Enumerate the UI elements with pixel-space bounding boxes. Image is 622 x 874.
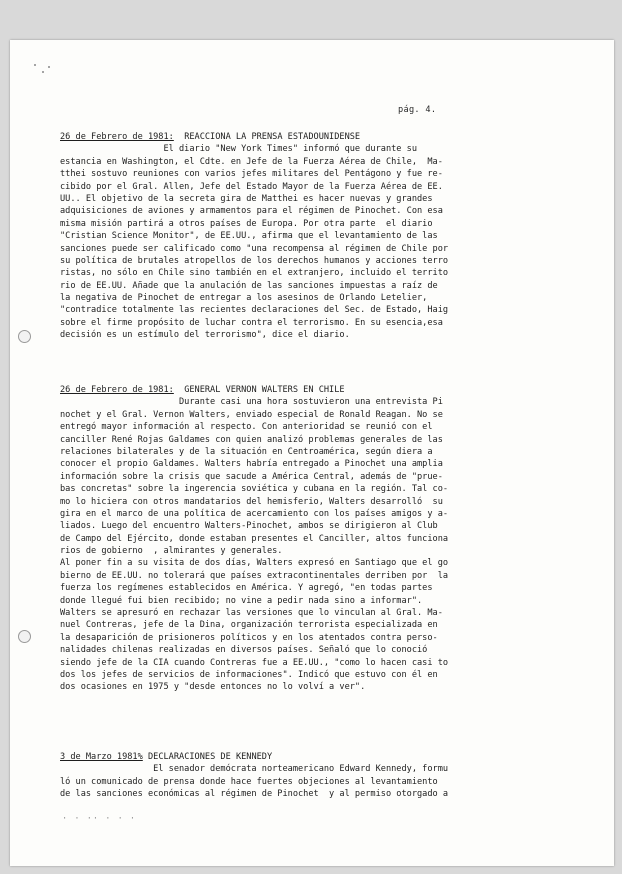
text-line: El senador demócrata norteamericano Edward Kennedy, formu	[60, 764, 449, 775]
text-line: sobre el firme propósito de luchar contra el terrorismo. En su esencia,esa	[60, 317, 443, 328]
paper-speck	[42, 71, 44, 73]
text-line: entregó mayor información al respecto. Con anterioridad se reunió con el	[60, 422, 433, 433]
text-line: de Campo del Ejército, donde estaban presentes el Canciller, altos funciona	[60, 533, 449, 544]
text-line: liados. Luego del encuentro Walters-Pinochet, ambos se dirigieron al Club	[60, 521, 438, 532]
text-line: Durante casi una hora sostuvieron una entrevista Pi	[60, 397, 443, 408]
section-heading	[60, 751, 582, 763]
text-line: rio de EE.UU. Añade que la anulación de las sanciones impuestas a raíz de	[60, 280, 438, 291]
section-title: REACCIONA LA PRENSA ESTADOUNIDENSE	[184, 132, 361, 142]
paper-speck	[34, 64, 36, 66]
section-1	[60, 131, 582, 342]
text-line: ló un comunicado de prensa donde hace fuertes objeciones al levantamiento	[60, 776, 438, 787]
text-line: bas concretas" sobre la ingerencia soviética y cubana en la región. Tal co-	[60, 484, 449, 495]
section-date: 26 de Febrero de 1981:	[60, 132, 174, 142]
document-page	[10, 40, 614, 866]
punch-hole	[18, 330, 31, 343]
text-line: su política de brutales atropellos de los derechos humanos y acciones terro	[60, 255, 449, 266]
section-title: GENERAL VERNON WALTERS EN CHILE	[184, 385, 345, 395]
text-line: Al poner fin a su visita de dos días, Walters expresó en Santiago que el go	[60, 558, 449, 569]
section-heading	[60, 131, 582, 143]
text-line: de las sanciones económicas al régimen de Pinochet y al permiso otorgado a	[60, 789, 449, 800]
text-line: "contradice totalmente las recientes declaraciones del Sec. de Estado, Haig	[60, 305, 449, 316]
section-body	[60, 143, 582, 341]
text-line: bierno de EE.UU. no tolerará que países extracontinentales derriben por la	[60, 570, 449, 581]
text-line: siendo jefe de la CIA cuando Contreras fue a EE.UU., "como lo hacen casi to	[60, 657, 449, 668]
text-line: información sobre la crisis que sacude a América Central, además de "prue-	[60, 471, 443, 482]
text-line: El diario "New York Times" informó que durante su	[60, 144, 417, 155]
text-line: la negativa de Pinochet de entregar a los asesinos de Orlando Letelier,	[60, 293, 428, 304]
text-line: tthei sostuvo reuniones con varios jefes militares del Pentágono y fue re-	[60, 169, 443, 180]
section-date: 26 de Febrero de 1981:	[60, 385, 174, 395]
page-number: pág. 4.	[398, 105, 437, 115]
text-line: estancia en Washington, el Cdte. en Jefe de la Fuerza Aérea de Chile, Ma-	[60, 156, 443, 167]
text-line: ristas, no sólo en Chile sino también en el extranjero, incluido el territo	[60, 268, 449, 279]
section-heading	[60, 384, 582, 396]
section-3	[60, 751, 582, 801]
punch-hole	[18, 630, 31, 643]
text-line: canciller René Rojas Galdames con quien analizó problemas generales de las	[60, 434, 443, 445]
text-line: nochet y el Gral. Vernon Walters, enviado especial de Ronald Reagan. No se	[60, 409, 443, 420]
text-line: dos los jefes de servicios de informaciones". Indicó que estuvo con él en	[60, 670, 438, 680]
section-date: 3 de Marzo 1981%	[60, 752, 143, 762]
text-line: mo lo hiciera con otros mandatarios del hemisferio, Walters desarrolló su	[60, 496, 443, 507]
text-line: nuel Contreras, jefe de la Dina, organización terrorista especializada en	[60, 620, 438, 631]
section-body	[60, 763, 582, 800]
text-line: nalidades chilenas realizadas en diversos países. Señaló que lo conoció	[60, 645, 428, 656]
text-line: UU.. El objetivo de la secreta gira de Matthei es hacer nuevas y grandes	[60, 193, 433, 204]
text-line: conocer el propio Galdames. Walters habría entregado a Pinochet una amplia	[60, 459, 443, 470]
text-line: sanciones puede ser calificado como "una recompensa al régimen de Chile por	[60, 243, 449, 254]
bleed-through-marks: · · ·· · · ·	[62, 814, 137, 824]
text-line: relaciones bilaterales y de la situación en Centroamérica, según diera a	[60, 446, 433, 457]
section-title: DECLARACIONES DE KENNEDY	[147, 752, 273, 762]
text-line: "Cristian Science Monitor", de EE.UU., afirma que el levantamiento de las	[60, 231, 438, 242]
section-2	[60, 384, 582, 694]
text-line: Walters se apresuró en rechazar las versiones que lo vinculan al Gral. Ma-	[60, 608, 443, 619]
text-line: dos ocasiones en 1975 y "desde entonces no lo volví a ver".	[60, 682, 366, 693]
text-line: gira en el marco de una política de acercamiento con los países amigos y a-	[60, 508, 449, 519]
text-line: adquisiciones de aviones y armamentos para el régimen de Pinochet. Con esa	[60, 206, 443, 217]
text-line: misma misión partirá a otros países de Europa. Por otra parte el diario	[60, 218, 433, 229]
text-line: decisión es un estímulo del terrorismo", dice el diario.	[60, 330, 350, 341]
text-line: donde llegué fui bien recibido; no vine a pedir nada sino a informar".	[60, 595, 423, 606]
section-body	[60, 396, 582, 693]
text-line: la desaparición de prisioneros políticos y en los atentados contra perso-	[60, 632, 438, 643]
paper-speck	[48, 66, 50, 68]
text-line: rios de gobierno , almirantes y generales.	[60, 546, 283, 557]
text-line: fuerza los regímenes establecidos en América. Y agregó, "en todas partes	[60, 583, 433, 594]
text-line: cibido por el Gral. Allen, Jefe del Estado Mayor de la Fuerza Aérea de EE.	[60, 181, 443, 192]
